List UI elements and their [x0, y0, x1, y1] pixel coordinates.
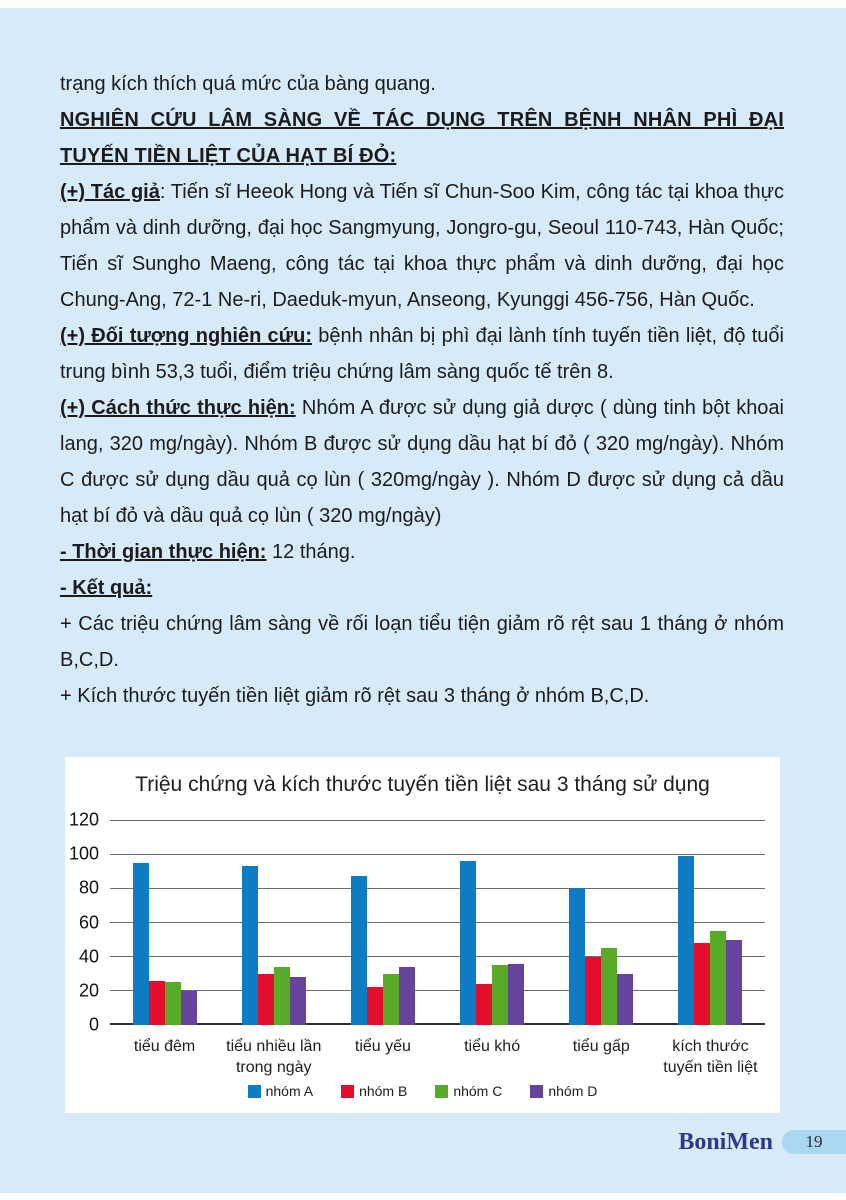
bar [367, 987, 383, 1025]
legend-swatch [530, 1085, 543, 1098]
text-segment: trạng kích thích quá mức của bàng quang. [60, 73, 436, 95]
text-segment: NGHIÊN CỨU LÂM SÀNG VỀ TÁC DỤNG TRÊN BỆNH NHÂN PHÌ ĐẠI TUYẾN TIỀN LIỆT CỦA HẠT BÍ ĐỎ: [60, 109, 784, 167]
text-segment: - Kết quả: [60, 577, 153, 599]
chart-title: Triệu chứng và kích thước tuyến tiền liệt sau 3 tháng sử dụng [135, 773, 710, 796]
x-axis-label: tiểu nhiều lần trong ngày [226, 1038, 322, 1076]
legend-swatch [341, 1085, 354, 1098]
gridline [110, 820, 765, 821]
plot-area [110, 820, 765, 1025]
page-footer [678, 1130, 846, 1154]
y-axis-label: 120 [68, 809, 99, 830]
x-axis-label: kích thước tuyến tiền liệt [663, 1038, 758, 1076]
paragraph [60, 570, 784, 606]
x-axis-labels [110, 1034, 765, 1080]
x-axis-label: tiểu khó [464, 1038, 521, 1055]
bar [351, 876, 367, 1025]
text-segment: : Tiến sĩ Heeok Hong và Tiến sĩ Chun-Soo Kim, công tác tại khoa thực phẩm và dinh dưỡng, đại học Sangmyung, Jongro-gu, Seoul 110-743, Hàn Quốc; Tiến sĩ Sungho Maeng, công tác tại khoa thực phẩm và dinh dưỡng, đại học Chung-Ang, 72-1 Ne-ri, Daeduk-myun, Anseong, Kyunggi 456-756, Hàn Quốc. [60, 181, 784, 311]
bar [258, 974, 274, 1025]
paragraph [60, 66, 784, 102]
bar [694, 943, 710, 1025]
legend-item [341, 1083, 407, 1099]
gridline [110, 956, 765, 957]
bar [242, 866, 258, 1025]
y-axis-label: 60 [78, 912, 99, 932]
text-segment: - Thời gian thực hiện: [60, 541, 267, 563]
legend-label: nhóm B [359, 1083, 408, 1099]
paragraph [60, 678, 784, 714]
text-segment: bệnh nhân bị phì đại lành tính tuyến tiền liệt, độ tuổi trung bình 53,3 tuổi, điểm triệu chứng lâm sàng quốc tế trên 8. [60, 325, 784, 383]
bar [274, 967, 290, 1025]
legend-item [248, 1083, 313, 1099]
bar [383, 974, 399, 1025]
bar [508, 964, 524, 1026]
page-background [0, 8, 846, 1193]
bar [181, 991, 197, 1025]
bar [476, 984, 492, 1025]
y-axis-label: 100 [68, 843, 99, 864]
x-axis-label: tiểu gấp [572, 1038, 630, 1055]
page-number: 19 [805, 1132, 823, 1151]
bar [726, 940, 742, 1025]
text-segment: (+) Tác giả [60, 181, 160, 203]
x-axis-label: tiểu yếu [354, 1038, 411, 1055]
text-segment: + Kích thước tuyến tiền liệt giảm rõ rệt sau 3 tháng ở nhóm B,C,D. [60, 685, 650, 707]
paragraph [60, 318, 784, 390]
bar-group [678, 856, 742, 1025]
bar [399, 967, 415, 1025]
paragraph [60, 174, 784, 318]
text-segment: (+) Cách thức thực hiện: [60, 397, 296, 419]
legend-item [530, 1083, 597, 1099]
document-text [60, 66, 784, 714]
legend-swatch [248, 1085, 261, 1098]
bar [290, 977, 306, 1025]
text-segment: (+) Đối tượng nghiên cứu: [60, 325, 313, 347]
bar-group [351, 876, 415, 1025]
bar-group [460, 861, 524, 1025]
chart-legend [65, 1083, 780, 1099]
bar [617, 974, 633, 1025]
bar [710, 931, 726, 1025]
page-number-badge [782, 1130, 846, 1154]
legend-label: nhóm D [548, 1083, 598, 1099]
brand-logo: BoniMen [678, 1128, 773, 1155]
bar [149, 981, 165, 1025]
bar-group [133, 863, 197, 1025]
legend-item [435, 1083, 502, 1099]
text-segment: Nhóm A được sử dụng giả dược ( dùng tinh bột khoai lang, 320 mg/ngày). Nhóm B được sử dụng dầu hạt bí đỏ ( 320 mg/ngày). Nhóm C được sử dụng dầu quả cọ lùn ( 320mg/ngày ). Nhóm D được sử dụng cả dầu hạt bí đỏ và dầu quả cọ lùn ( 320 mg/ngày) [60, 397, 784, 527]
gridline [110, 888, 765, 889]
y-axis-label: 0 [88, 1014, 99, 1035]
gridline [110, 854, 765, 855]
gridline [110, 1023, 765, 1025]
legend-label: nhóm C [453, 1083, 503, 1099]
chart-panel [65, 757, 780, 1113]
gridline [110, 990, 765, 991]
x-axis-label: tiểu đêm [133, 1038, 196, 1055]
gridline [110, 922, 765, 923]
bar-group [569, 888, 633, 1025]
bar [678, 856, 694, 1025]
bar [601, 948, 617, 1025]
legend-swatch [435, 1085, 448, 1098]
text-segment: + Các triệu chứng lâm sàng về rối loạn tiểu tiện giảm rõ rệt sau 1 tháng ở nhóm B,C,D. [60, 613, 784, 671]
paragraph [60, 102, 784, 174]
bar [569, 888, 585, 1025]
paragraph [60, 390, 784, 534]
y-axis-label: 20 [78, 980, 99, 1001]
bar [492, 965, 508, 1025]
bar-group [242, 866, 306, 1025]
y-axis-label: 80 [78, 877, 99, 898]
text-segment: 12 tháng. [266, 541, 356, 563]
bar [165, 982, 181, 1025]
y-axis [65, 809, 103, 1035]
bar [133, 863, 149, 1025]
paragraph [60, 606, 784, 678]
bar [460, 861, 476, 1025]
bar [585, 957, 601, 1025]
legend-label: nhóm A [265, 1083, 314, 1099]
paragraph [60, 534, 784, 570]
y-axis-label: 40 [78, 946, 99, 967]
